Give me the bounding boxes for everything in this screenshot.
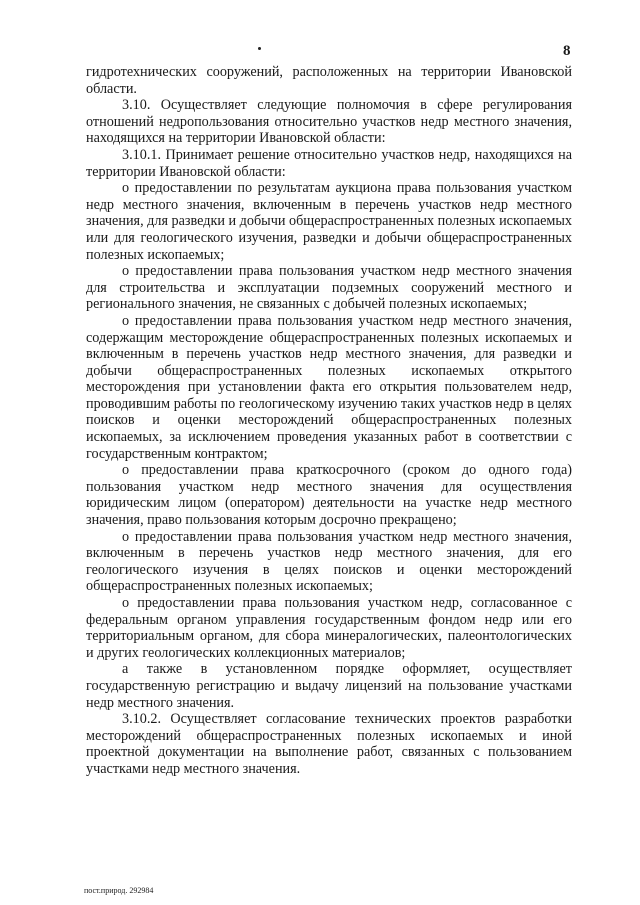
- paragraph: о предоставлении права пользования участком недр местного значения, содержащим месторождение общераспространенных полезных ископаемых и включенным в перечень участков недр местного значения, для разведки и добычи общераспространенных полезных ископаемых открытого месторождения при установлении факта его открытия пользователем недр, проводившим работы по геологическому изучению таких участков недр в целях поисков и оценки месторождений общераспространенных полезных ископаемых, за исключением проведения указанных работ в соответствии с государственным контрактом;: [86, 312, 572, 462]
- paragraph: о предоставлении права пользования участком недр, согласованное с федеральным органом управления государственным фондом недр или его территориальным органом, для сбора минералогических, палеонтологических и других геологических коллекционных материалов;: [86, 595, 572, 661]
- paragraph: о предоставлении по результатам аукциона права пользования участком недр местного значения, включенным в перечень участков недр местного значения, для разведки и добычи общераспространенных полезных ископаемых или для геологического изучения, разведки и добычи общераспространенных полезных ископаемых;: [86, 180, 573, 263]
- paragraph: 3.10.2. Осуществляет согласование технических проектов разработки месторождений общераспространенных полезных ископаемых и иной проектной документации на выполнение работ, связанных с пользованием участками недр местного значения.: [86, 711, 572, 777]
- scan-speck: [258, 47, 261, 50]
- body-text: [86, 64, 572, 778]
- paragraph: гидротехнических сооружений, расположенных на территории Ивановской области.: [86, 64, 572, 97]
- paragraph: о предоставлении права пользования участком недр местного значения, включенным в перечень участков недр местного значения, для его геологического изучения в целях поисков и оценки месторождений общераспространенных полезных ископаемых;: [86, 528, 572, 595]
- paragraph: 3.10.1. Принимает решение относительно участков недр, находящихся на территории Ивановской области:: [86, 146, 572, 180]
- paragraph: а также в установленном порядке оформляет, осуществляет государственную регистрацию и выдачу лицензий на пользование участками недр местного значения.: [86, 661, 572, 711]
- paragraph: о предоставлении права пользования участком недр местного значения для строительства и эксплуатации подземных сооружений местного и регионального значения, не связанных с добычей полезных ископаемых;: [86, 263, 572, 313]
- page-number: 8: [563, 43, 571, 59]
- footer-note: пост.природ. 292984: [84, 886, 154, 895]
- paragraph: 3.10. Осуществляет следующие полномочия в сфере регулирования отношений недропользования относительно участков недр местного значения, находящихся на территории Ивановской области:: [86, 97, 572, 147]
- paragraph: о предоставлении права краткосрочного (сроком до одного года) пользования участком недр местного значения для осуществления юридическим лицом (оператором) деятельности на участке недр местного значения, право пользования которым досрочно прекращено;: [86, 462, 572, 529]
